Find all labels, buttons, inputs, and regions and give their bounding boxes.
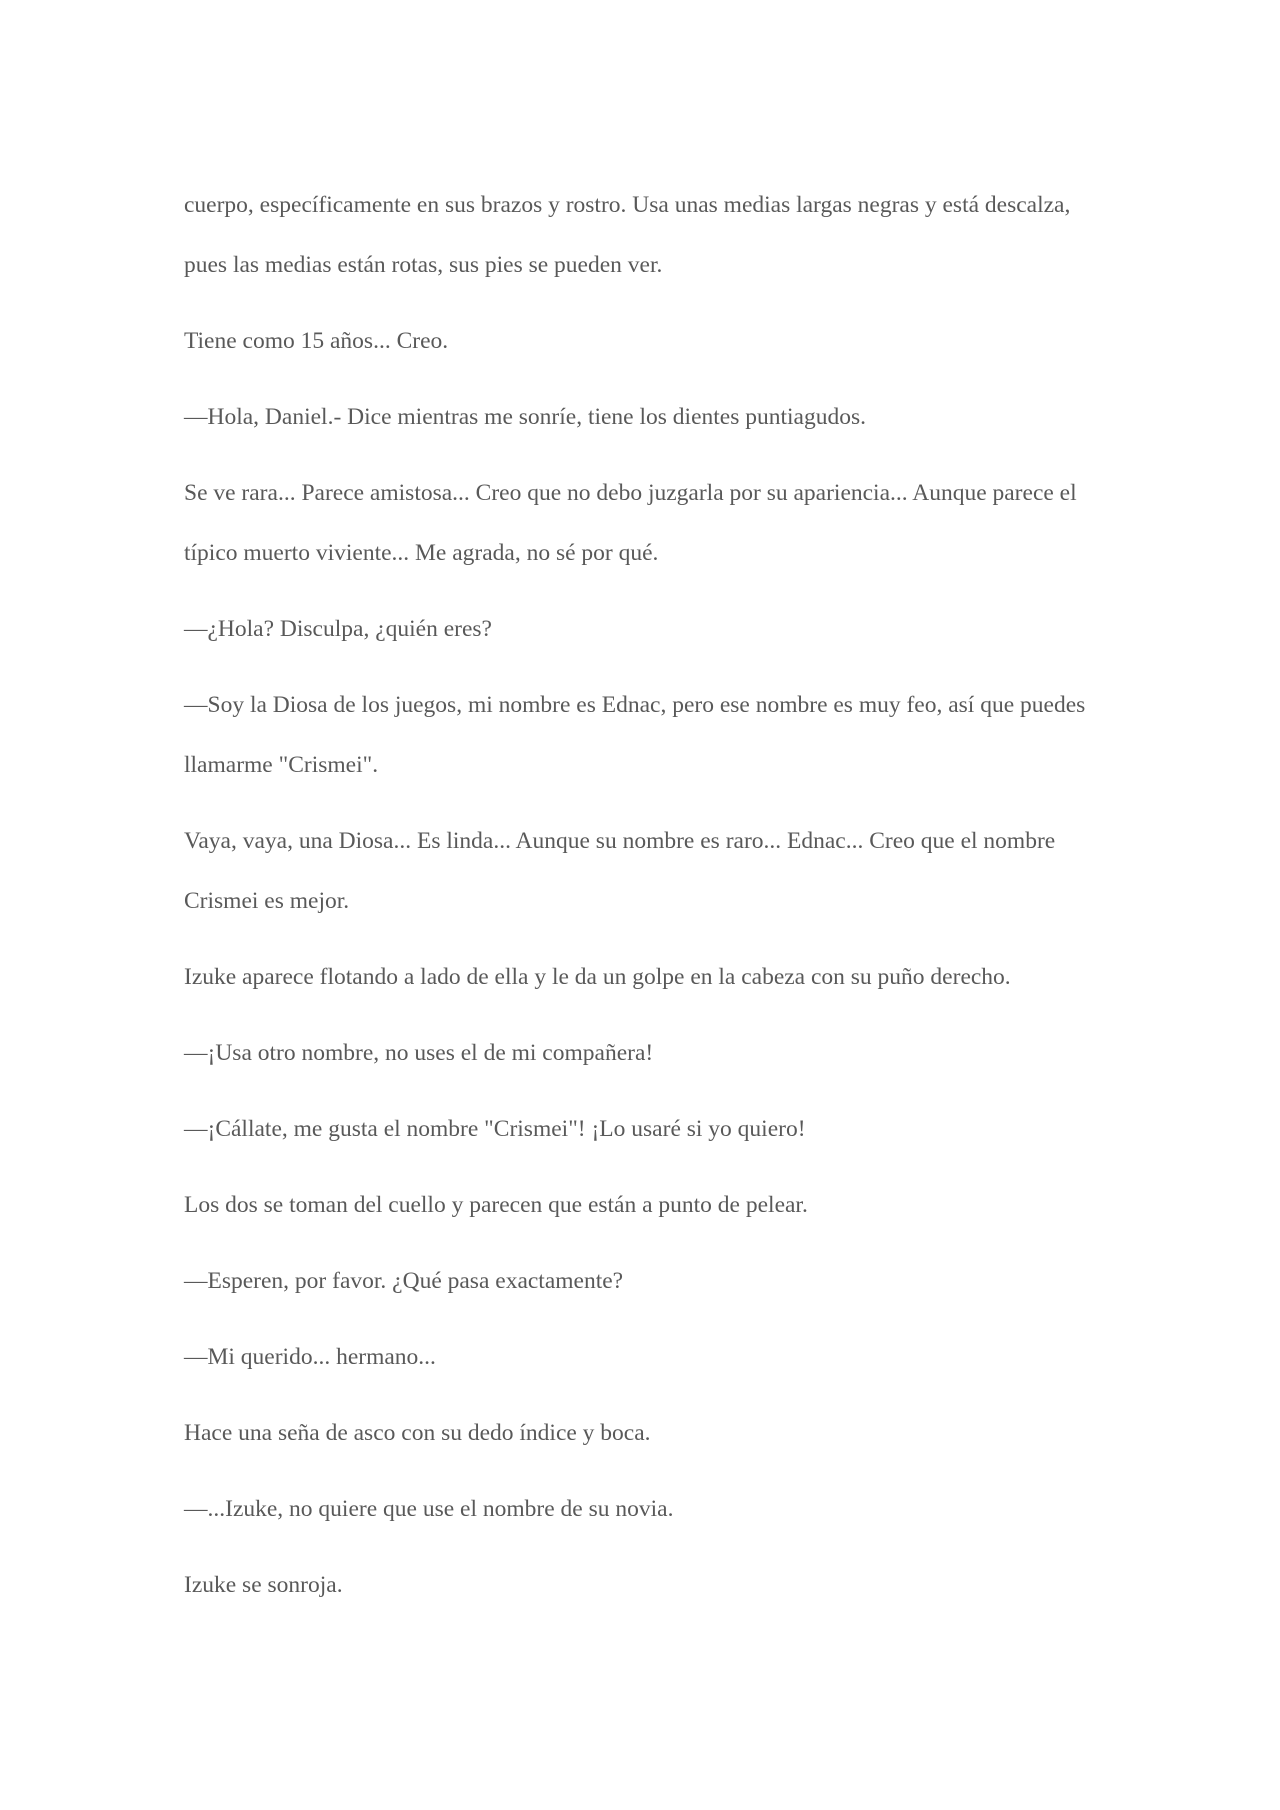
document-body [184,175,1114,1631]
paragraph: Los dos se toman del cuello y parecen que están a punto de pelear. [184,1192,808,1218]
paragraph: —¡Usa otro nombre, no uses el de mi compañera! [184,1040,654,1066]
paragraph: —...Izuke, no quiere que use el nombre de su novia. [184,1496,674,1522]
paragraph: Se ve rara... Parece amistosa... Creo que no debo juzgarla por su apariencia... Aunque parece el típico muerto viviente... Me agrada, no sé por qué. [184,480,1077,566]
paragraph: cuerpo, específicamente en sus brazos y rostro. Usa unas medias largas negras y está descalza, pues las medias están rotas, sus pies se pueden ver. [184,192,1071,278]
paragraph: —Hola, Daniel.- Dice mientras me sonríe, tiene los dientes puntiagudos. [184,404,866,430]
paragraph: —Soy la Diosa de los juegos, mi nombre es Ednac, pero ese nombre es muy feo, así que puedes llamarme "Crismei". [184,692,1086,778]
paragraph: —Esperen, por favor. ¿Qué pasa exactamente? [184,1268,624,1294]
paragraph: Izuke se sonroja. [184,1572,343,1598]
paragraph: —¡Cállate, me gusta el nombre "Crismei"! ¡Lo usaré si yo quiero! [184,1116,806,1142]
paragraph: Vaya, vaya, una Diosa... Es linda... Aunque su nombre es raro... Ednac... Creo que el nombre Crismei es mejor. [184,828,1056,914]
paragraph: Izuke aparece flotando a lado de ella y le da un golpe en la cabeza con su puño derecho. [184,964,1011,990]
paragraph: Tiene como 15 años... Creo. [184,328,449,354]
paragraph: Hace una seña de asco con su dedo índice y boca. [184,1420,651,1446]
paragraph: —Mi querido... hermano... [184,1344,436,1370]
paragraph: —¿Hola? Disculpa, ¿quién eres? [184,616,492,642]
